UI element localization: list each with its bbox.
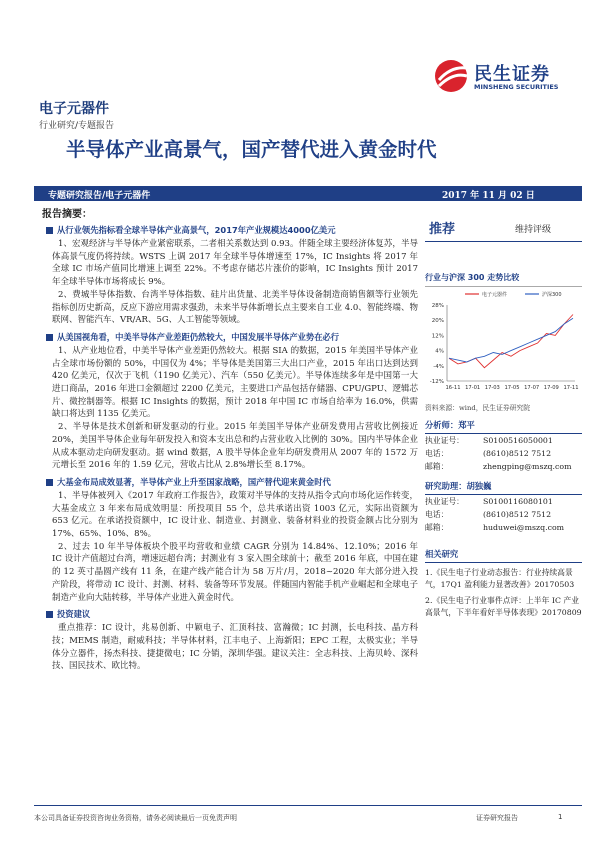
chart-container: [425, 286, 582, 401]
summary-heading: 报告摘要：: [42, 209, 92, 220]
x-tick-label: 17-07: [524, 385, 540, 391]
rating-note: 维持评级: [515, 225, 552, 235]
paragraph: 1、从产业地位看，中美半导体产业差距仍然较大。根据 SIA 的数据，2015 年美国半导体产业占全球市场份额的 50%，中国仅为 4%；半导体是美国第三大出口产业，2015 年出口达到达到 420 亿美元，仅次于飞机（1190 亿美元）、汽车（550 亿美元）。半导体连续多年是中国第一大进口商品，2016 年进口金额超过 2200 亿美元，主要进口产品包括存储器、CPU/GPU、逻辑芯片、微控制器等。根据 IC Insights 的数据，预计 2018 年中国 IC 市场自给率为 16.0%，供需缺口将达到 1135 亿美元。: [52, 345, 418, 420]
paragraph: 2、半导体是技术创新和研发驱动的行业。2015 年美国半导体产业研发费用占营收比例接近 20%，美国半导体企业每年研发投入和资本支出总和约占营业收入比例的 30%。国内半导体企业从成本驱动走向研发驱动。据 wind 数据，A 股半导体企业年均研发费用从 2007 年的 1572 万元增长至 2016 年的 1.59 亿元，营收占比从 2.8%增长至 8.17%。: [52, 422, 418, 471]
bullet-square-icon: [46, 227, 53, 234]
minsheng-logo-icon: [433, 58, 471, 94]
assistant-email: 邮箱： huduwei@mszq.com: [425, 523, 565, 532]
paragraph: 1、宏观经济与半导体产业紧密联系，二者相关系数达到 0.93。伴随全球主要经济体复苏，半导体高景气度仍将持续。WSTS 上调 2017 年全球半导体增速至 17%，IC Insights 将 2017 年全球 IC 市场产值同比增速上调至 22%。不考虑存储芯片涨价的影响，IC Insights 预计 2017 年全球半导体市场将成长 9%。: [52, 239, 418, 288]
assistant-phone: 电话： (8610)8512 7512: [425, 510, 552, 519]
bullet-square-icon: [46, 479, 53, 486]
chart-title: 行业与沪深 300 走势比较: [425, 273, 520, 282]
footer-disclaimer: 本公司具备证券投资咨询业务资格，请务必阅读最后一页免责声明: [34, 814, 237, 822]
assistant-heading: 研究助理：胡独巍: [425, 480, 582, 495]
section-bullet: 从美国视角看，中美半导体产业差距仍然较大，中国发展半导体产业势在必行: [46, 331, 418, 343]
page-title: 半导体产业高景气，国产替代进入黄金时代: [66, 138, 437, 161]
x-tick-label: 16-11: [445, 385, 461, 391]
page-number: 1: [558, 813, 563, 821]
paragraph: 2、费城半导体指数、台湾半导体指数、硅片出货量、北美半导体设备制造商销售额等行业领先指标创历史新高，反应下游应用需求强劲，未来半导体新增长点主要来自工业 4.0、智能终端、物联网、智能汽车、VR/AR、5G、人工智能等领域。: [52, 289, 418, 326]
analyst-heading: 分析师：郑平: [425, 419, 582, 434]
summary-column: [34, 205, 418, 673]
footer-divider: [34, 805, 582, 806]
section-bullet: 从行业领先指标看全球半导体产业高景气，2017年产业规模达4000亿美元: [46, 224, 418, 236]
rating-box: [425, 213, 582, 242]
series-line: [449, 318, 573, 362]
paragraph: 2、过去 10 年半导体板块个股平均营收和业绩 CAGR 分别为 14.84%、12.10%；2016 年 IC 设计产值超过台湾，增速远超台湾；封测业有 3 家入围全球前十；截至 2016 年底，中国在建的 12 英寸晶圆产线有 11 条，在建产线产能合计为 58 万片/月，2018~2020 年大部分进入投产阶段，将带动 IC 设计、封测、材料、装备等环节发展。伴随国内智能手机产业崛起和全球电子制造产业向大陆转移，半导体产业进入黄金时代。: [52, 541, 418, 603]
section-bullet: 大基金布局成效显著，半导体产业上升至国家战略，国产替代迎来黄金时代: [46, 476, 418, 488]
legend-label: 沪深300: [542, 292, 562, 298]
related-item[interactable]: 2.《民生电子行业事件点评：上半年 IC 产业高景气，下半年看好半导体表现》20170809: [425, 596, 582, 617]
report-category: 专题研究报告/电子元器件: [48, 191, 151, 201]
report-type: 行业研究/专题报告: [39, 121, 115, 131]
related-heading: 相关研究: [425, 548, 582, 563]
y-tick-label: 4%: [435, 348, 444, 355]
legend-label: 电子元器件: [482, 292, 508, 298]
logo-text-cn: 民生证券: [474, 64, 550, 85]
analyst-phone: 电话： (8610)8512 7512: [425, 449, 552, 458]
x-tick-label: 17-01: [465, 385, 481, 391]
chart-source: 资料来源：wind，民生证券研究院: [425, 404, 531, 412]
assistant-cert: 执业证号： S0100116080101: [425, 497, 553, 506]
paragraph: 重点推荐：IC 设计，兆易创新、中颖电子、汇顶科技、富瀚微；IC 封测，长电科技、晶方科技；MEMS 制造，耐威科技；半导体材料，江丰电子、上海新阳；EPC 工程，太极实业；半导体分立器件，扬杰科技、捷捷微电；IC 分销，深圳华强。建议关注：全志科技、上海贝岭、深科技、国民技术、欧比特。: [52, 623, 418, 672]
sector-label: 电子元器件: [39, 101, 109, 117]
y-tick-label: -4%: [433, 363, 444, 370]
section-bullet: 投资建议: [46, 608, 418, 620]
analyst-email: 邮箱： zhengping@mszq.com: [425, 462, 572, 471]
trend-chart: [425, 287, 582, 397]
y-tick-label: -12%: [429, 379, 444, 385]
y-tick-label: 28%: [431, 303, 444, 309]
related-item[interactable]: 1.《民生电子行业动态报告：行业持续高景气，17Q1 盈利能力显著改善》20170503: [425, 568, 575, 589]
x-tick-label: 17-11: [563, 385, 579, 391]
sidebar: [425, 213, 582, 619]
report-date: 2017 年 11 月 02 日: [442, 191, 535, 201]
footer-name: 证券研究报告: [476, 814, 518, 822]
rating: 推荐: [429, 222, 456, 237]
x-tick-label: 17-03: [484, 385, 500, 391]
series-line: [449, 315, 573, 368]
paragraph: 1、半导体被列入《2017 年政府工作报告》，政策对半导体的支持从指令式向市场化运作转变，大基金成立 3 年来布局成效明显：所投项目 55 个，总共承诺出资 1003 亿元，实际出资额为 653 亿元。在承诺投资额中，IC 设计业、制造业、封测业、装备材料业的投资金额占比分别为 17%、65%、10%、8%。: [52, 490, 418, 540]
analyst-cert: 执业证号： S0100516050001: [425, 436, 553, 445]
bullet-square-icon: [46, 334, 53, 341]
y-tick-label: 20%: [431, 318, 444, 325]
bullet-square-icon: [46, 611, 53, 618]
x-tick-label: 17-05: [504, 385, 520, 391]
logo-text-en: MINSHENG SECURITIES: [474, 83, 559, 91]
x-tick-label: 17-09: [543, 385, 559, 391]
y-tick-label: 12%: [431, 333, 444, 340]
